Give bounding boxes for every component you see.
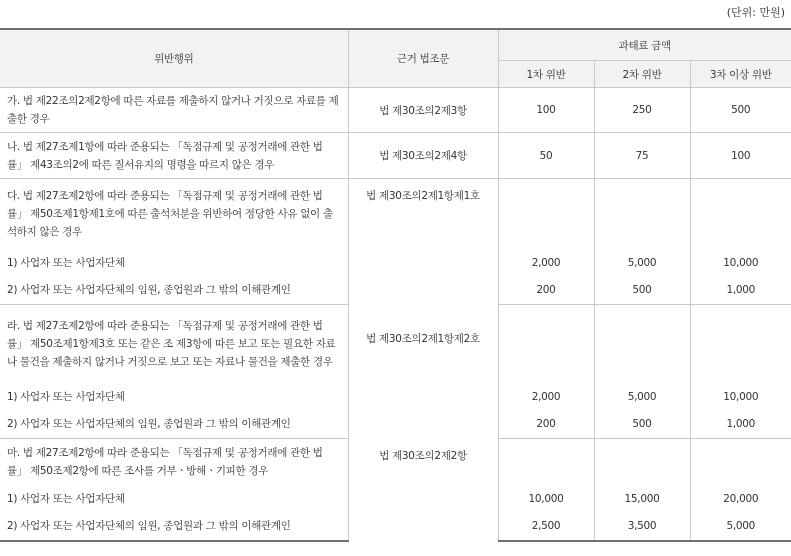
- fine-second: 15,000: [594, 485, 690, 513]
- header-third-violation: 3차 이상 위반: [690, 61, 791, 88]
- fine-third: 1,000: [690, 411, 791, 439]
- sub-item-label: 2) 사업자 또는 사업자단체의 임원, 종업원과 그 밖의 이해관계인: [0, 277, 348, 305]
- fine-third: 10,000: [690, 383, 791, 411]
- fine-first: 200: [498, 277, 594, 305]
- table-row: [0, 88, 791, 133]
- sub-item-label: 1) 사업자 또는 사업자단체: [0, 249, 348, 277]
- fine-second: 75: [594, 133, 690, 179]
- header-fine-amount: 과태료 금액: [498, 29, 791, 61]
- fine-third: 500: [690, 88, 791, 133]
- table-row: [0, 439, 791, 485]
- fine-first: 50: [498, 133, 594, 179]
- violation-desc: 라. 법 제27조제2항에 따라 준용되는 「독점규제 및 공정거래에 관한 법률」 제50조제1항제3호 또는 같은 조 제3항에 따른 보고 또는 필요한 자료나 물건을 제출하지 않거나 거짓으로 보고 또는 자료나 물건을 제출한 경우: [0, 305, 348, 383]
- violation-desc: 나. 법 제27조제1항에 따라 준용되는 「독점규제 및 공정거래에 관한 법률」 제43조의2에 따른 질서유지의 명령을 따르지 않은 경우: [0, 133, 348, 179]
- fine-table: [0, 28, 791, 542]
- fine-first: 200: [498, 411, 594, 439]
- header-second-violation: 2차 위반: [594, 61, 690, 88]
- fine-second: 5,000: [594, 249, 690, 277]
- table-row: [0, 133, 791, 179]
- fine-third: 1,000: [690, 277, 791, 305]
- sub-item-label: 2) 사업자 또는 사업자단체의 임원, 종업원과 그 밖의 이해관계인: [0, 411, 348, 439]
- fine-first: 100: [498, 88, 594, 133]
- sub-item-label: 2) 사업자 또는 사업자단체의 임원, 종업원과 그 밖의 이해관계인: [0, 513, 348, 541]
- fine-third: 100: [690, 133, 791, 179]
- violation-desc: 다. 법 제27조제2항에 따라 준용되는 「독점규제 및 공정거래에 관한 법률」 제50조제1항제1호에 따른 출석처분을 위반하여 정당한 사유 없이 출석하지 않은 경우: [0, 179, 348, 249]
- header-violation: 위반행위: [0, 29, 348, 88]
- fine-first: 2,500: [498, 513, 594, 541]
- fine-second: 3,500: [594, 513, 690, 541]
- law-ref: 법 제30조의2제4항: [348, 133, 498, 179]
- fine-second: 500: [594, 277, 690, 305]
- fine-third: 20,000: [690, 485, 791, 513]
- violation-desc: 마. 법 제27조제2항에 따라 준용되는 「독점규제 및 공정거래에 관한 법률」 제50조제2항에 따른 조사를 거부ㆍ방해ㆍ기피한 경우: [0, 439, 348, 485]
- fine-third: 5,000: [690, 513, 791, 541]
- law-ref: 법 제30조의2제2항: [348, 439, 498, 541]
- header-first-violation: 1차 위반: [498, 61, 594, 88]
- fine-second: 5,000: [594, 383, 690, 411]
- fine-first: 10,000: [498, 485, 594, 513]
- fine-first: 2,000: [498, 249, 594, 277]
- law-ref: 법 제30조의2제1항제2호: [348, 305, 498, 439]
- table-row: [0, 305, 791, 383]
- law-ref: 법 제30조의2제3항: [348, 88, 498, 133]
- sub-item-label: 1) 사업자 또는 사업자단체: [0, 383, 348, 411]
- fine-third: 10,000: [690, 249, 791, 277]
- fine-first: 2,000: [498, 383, 594, 411]
- table-row: [0, 179, 791, 249]
- fine-second: 500: [594, 411, 690, 439]
- header-law: 근거 법조문: [348, 29, 498, 88]
- fine-second: 250: [594, 88, 690, 133]
- law-ref: 법 제30조의2제1항제1호: [348, 179, 498, 305]
- unit-note: (단위: 만원): [726, 6, 785, 19]
- violation-desc: 가. 법 제22조의2제2항에 따른 자료를 제출하지 않거나 거짓으로 자료를 제출한 경우: [0, 88, 348, 133]
- sub-item-label: 1) 사업자 또는 사업자단체: [0, 485, 348, 513]
